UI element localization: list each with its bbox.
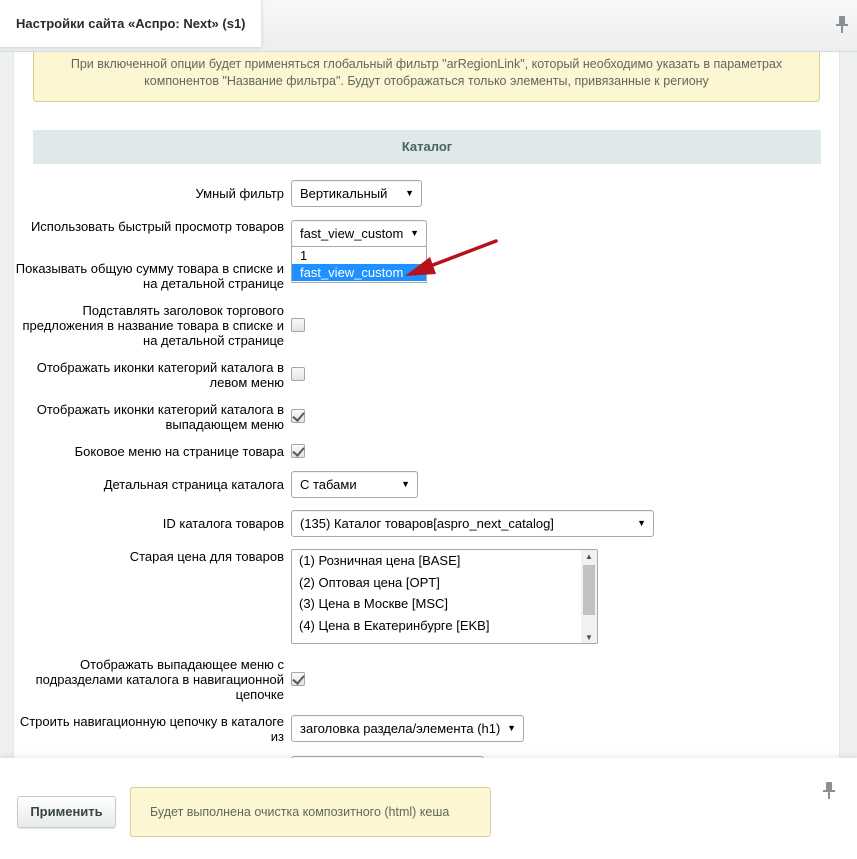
section-heading-catalog: Каталог xyxy=(33,130,821,164)
catalog-id-value: (135) Каталог товаров[aspro_next_catalog] xyxy=(300,516,554,531)
breadcrumb-dropdown-label: Отображать выпадающее меню с подразделами каталога в навигационной цепочке xyxy=(35,657,284,702)
breadcrumb-source-value: заголовка раздела/элемента (h1) xyxy=(300,721,501,736)
footer-panel xyxy=(0,758,857,859)
chevron-down-icon: ▼ xyxy=(637,518,646,528)
fast-view-label: Использовать быстрый просмотр товаров xyxy=(30,219,284,234)
fast-view-value: fast_view_custom xyxy=(300,226,404,241)
list-item[interactable]: (3) Цена в Москве [MSC] xyxy=(299,596,448,611)
fast-view-option-selected[interactable]: fast_view_custom xyxy=(292,264,426,281)
cache-notice: Будет выполнена очистка композитного (html) кеша xyxy=(130,787,491,837)
scroll-up-icon[interactable]: ▲ xyxy=(585,552,593,561)
chevron-down-icon: ▼ xyxy=(410,228,419,238)
old-price-label: Старая цена для товаров xyxy=(129,549,284,564)
fast-view-option[interactable]: 1 xyxy=(300,248,308,263)
apply-button[interactable]: Применить xyxy=(17,796,116,828)
smart-filter-label: Умный фильтр xyxy=(195,186,284,201)
region-filter-notice: При включенной опции будет применяться глобальный фильтр "arRegionLink", который необходимо указать в параметрах компонентов "Название фильтра". Будут отображаться только элементы, привязанные к региону xyxy=(33,52,820,102)
offer-title-label: Подставлять заголовок торгового предложения в название товара в списке и на детальной странице xyxy=(22,303,284,348)
detail-page-label: Детальная страница каталога xyxy=(103,477,284,492)
list-item[interactable]: (1) Розничная цена [BASE] xyxy=(299,553,461,568)
catalog-id-label: ID каталога товаров xyxy=(162,516,284,531)
side-menu-label: Боковое меню на странице товара xyxy=(74,444,284,459)
detail-page-value: С табами xyxy=(300,477,357,492)
chevron-down-icon: ▼ xyxy=(405,188,414,198)
scroll-down-icon[interactable]: ▼ xyxy=(585,633,593,642)
smart-filter-value: Вертикальный xyxy=(300,186,388,201)
left-menu-icons-label: Отображать иконки категорий каталога в левом меню xyxy=(36,360,284,390)
pin-icon[interactable] xyxy=(822,782,836,800)
breadcrumb-source-label: Строить навигационную цепочку в каталоге из xyxy=(19,714,284,744)
dropdown-menu-icons-label: Отображать иконки категорий каталога в выпадающем меню xyxy=(36,402,284,432)
show-total-sum-label: Показывать общую сумму товара в списке и на детальной странице xyxy=(15,261,284,291)
list-item[interactable]: (4) Цена в Екатеринбурге [EKB] xyxy=(299,617,490,633)
window-title: Настройки сайта «Аспро: Next» (s1) xyxy=(16,16,246,31)
chevron-down-icon: ▼ xyxy=(401,479,410,489)
chevron-down-icon: ▼ xyxy=(507,723,516,733)
list-item[interactable]: (2) Оптовая цена [OPT] xyxy=(299,574,440,590)
